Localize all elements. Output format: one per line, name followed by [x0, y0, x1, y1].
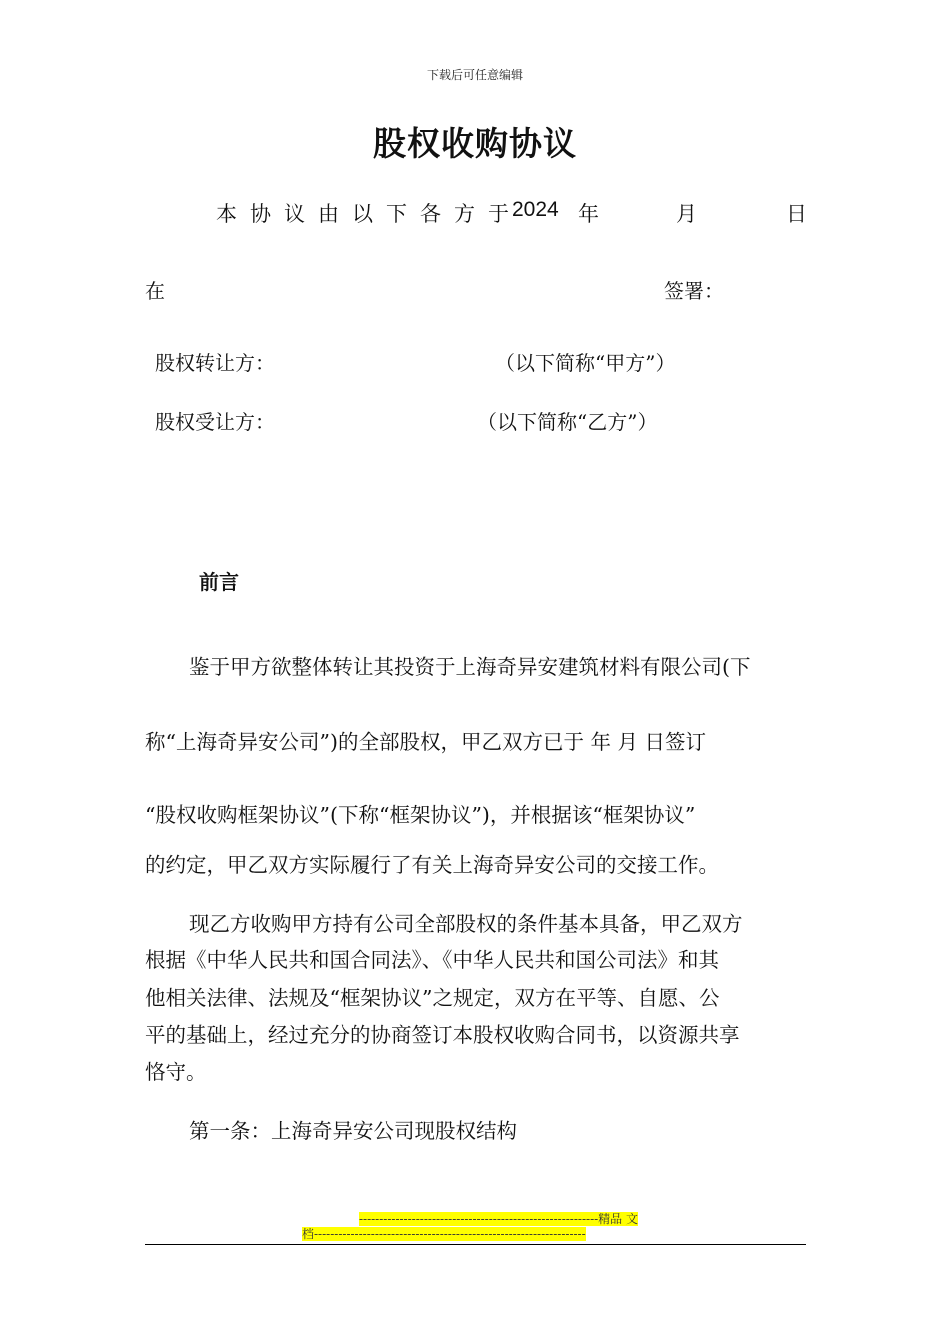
footer-banner-line1: -----------------------------------------------------------精品 文 — [358, 1212, 638, 1226]
preface-para1-line4: 的约定，甲乙双方实际履行了有关上海奇异安公司的交接工作。 — [145, 853, 719, 877]
footer-rule — [145, 1244, 806, 1245]
preface-para2-line1: 现乙方收购甲方持有公司全部股权的条件基本具备，甲乙双方 — [189, 912, 743, 936]
intro-year: 2024 — [512, 198, 559, 221]
preface-para1-line1: 鉴于甲方欲整体转让其投资于上海奇异安建筑材料有限公司(下 — [189, 655, 751, 679]
footer-banner — [302, 1212, 648, 1242]
intro-signed: 签署： — [664, 279, 724, 303]
intro-lead: 本协议由以下各方于 — [216, 202, 522, 226]
transferor-label: 股权转让方： — [155, 351, 275, 375]
intro-year-unit: 年 — [578, 202, 599, 226]
transferee-alias: （以下简称“乙方”） — [477, 410, 658, 434]
intro-day-unit: 日 — [786, 202, 807, 226]
intro-month-unit: 月 — [676, 202, 697, 226]
document-title: 股权收购协议 — [373, 124, 577, 163]
preface-para1-line3: “股权收购框架协议”(下称“框架协议”)，并根据该“框架协议” — [145, 803, 696, 827]
preface-para2-line4: 平的基础上，经过充分的协商签订本股权收购合同书，以资源共享 — [145, 1023, 740, 1047]
preface-para1-line2: 称“上海奇异安公司”)的全部股权，甲乙双方已于 年 月 日签订 — [145, 730, 707, 754]
header-note: 下载后可任意编辑 — [426, 68, 523, 82]
intro-at: 在 — [145, 279, 165, 303]
preface-heading: 前言 — [199, 570, 239, 594]
article-1-heading: 第一条：上海奇异安公司现股权结构 — [189, 1119, 517, 1143]
preface-para2-line5: 恪守。 — [145, 1060, 207, 1084]
preface-para2-line3: 他相关法律、法规及“框架协议”之规定，双方在平等、自愿、公 — [145, 986, 720, 1010]
transferor-alias: （以下简称“甲方”） — [495, 351, 676, 375]
preface-para2-line2: 根据《中华人民共和国合同法》、《中华人民共和国公司法》和其 — [145, 948, 719, 972]
transferee-label: 股权受让方： — [155, 410, 275, 434]
footer-banner-line2: 档------------------------------------------------------------------- — [302, 1227, 586, 1241]
